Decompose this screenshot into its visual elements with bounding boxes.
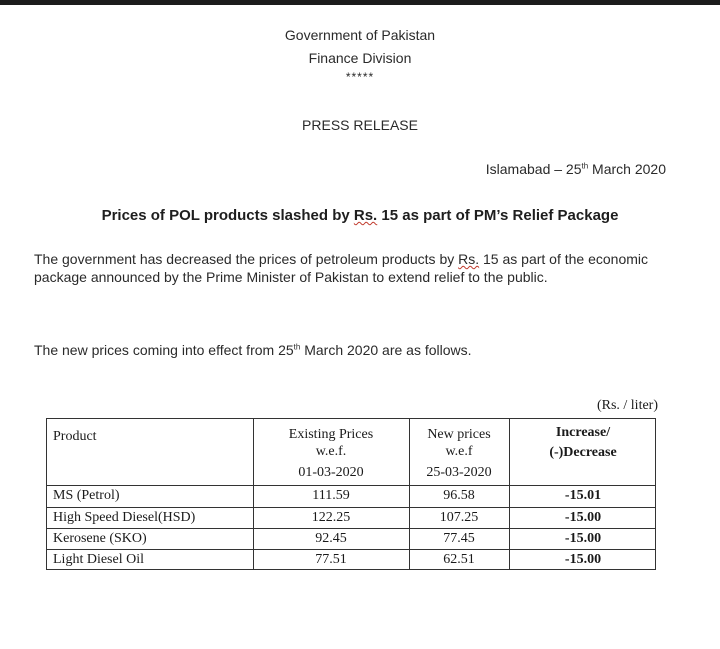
prices-intro-text: The new prices coming into effect from 25	[34, 342, 294, 358]
row-divider	[47, 507, 655, 508]
body-text-end: 15 as part of the economic package announced by the Prime Minister of Pakistan to extend relief to the public.	[34, 251, 648, 285]
separator-stars: *****	[345, 70, 375, 84]
header-change-line2: (-)Decrease	[549, 445, 617, 460]
dateline-month: March 2020	[588, 161, 666, 177]
prices-intro-end: March 2020 are as follows.	[300, 342, 472, 358]
dateline	[486, 161, 666, 177]
table-row-change: -15.00	[564, 531, 602, 546]
dateline-text: Islamabad – 25	[485, 161, 582, 177]
header-change	[509, 424, 657, 461]
headline-text: Prices of POL products slashed by	[101, 207, 354, 224]
table-row-change: -15.00	[564, 510, 602, 525]
header-new-line2: w.e.f	[445, 444, 473, 459]
row-divider	[47, 528, 655, 529]
table-row-product: Kerosene (SKO)	[53, 531, 147, 546]
header-existing-line2: w.e.f.	[315, 444, 347, 459]
header-divider	[47, 485, 655, 486]
prices-intro-sup: th	[293, 342, 301, 352]
table-row-existing: 92.45	[315, 531, 347, 546]
table-row-existing: 122.25	[311, 510, 351, 525]
prices-intro	[34, 342, 472, 358]
top-border	[0, 0, 720, 5]
header-new-line1: New prices	[427, 427, 491, 442]
headline-text-end: 15 as part of PM’s Relief Package	[377, 207, 619, 224]
header-existing	[253, 426, 409, 481]
header-change-line1: Increase/	[555, 425, 611, 440]
table-row-product: High Speed Diesel(HSD)	[53, 510, 196, 525]
table-row-new: 62.51	[443, 552, 475, 567]
table-row-product: MS (Petrol)	[53, 488, 120, 503]
table-row-change: -15.00	[564, 552, 602, 567]
header-existing-line3: 01-03-2020	[298, 465, 364, 480]
unit-label: (Rs. / liter)	[596, 398, 658, 413]
dateline-sup: th	[581, 161, 589, 171]
press-release-label: PRESS RELEASE	[302, 117, 418, 133]
headline-rs: Rs.	[353, 207, 378, 224]
table-row-new: 96.58	[443, 488, 475, 503]
price-table	[46, 418, 656, 570]
header-new-line3: 25-03-2020	[426, 465, 492, 480]
header-existing-line1: Existing Prices	[288, 427, 374, 442]
header-new	[409, 426, 509, 481]
table-row-change: -15.01	[564, 488, 602, 503]
division-title: Finance Division	[308, 50, 412, 66]
body-paragraph	[34, 250, 674, 286]
table-row-existing: 111.59	[312, 488, 350, 503]
body-text: The government has decreased the prices of petroleum products by	[34, 251, 459, 267]
table-row-existing: 77.51	[315, 552, 347, 567]
table-row-product: Light Diesel Oil	[53, 552, 144, 567]
government-title: Government of Pakistan	[284, 27, 436, 43]
table-row-new: 77.45	[443, 531, 475, 546]
row-divider	[47, 549, 655, 550]
table-row-new: 107.25	[439, 510, 479, 525]
header-product: Product	[53, 429, 97, 444]
body-rs: Rs.	[458, 251, 480, 267]
headline	[0, 207, 720, 224]
